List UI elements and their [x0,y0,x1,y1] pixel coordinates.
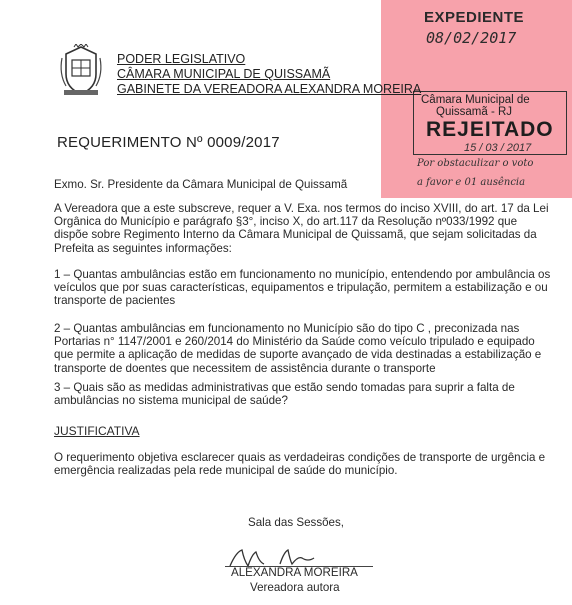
header-line-camara: CÂMARA MUNICIPAL DE QUISSAMÃ [117,67,331,81]
handwritten-note-line1: Por obstaculizar o voto [417,158,534,169]
greeting: Exmo. Sr. Presidente da Câmara Municipal de Quissamã [54,178,348,191]
header-line-gabinete: GABINETE DA VEREADORA ALEXANDRA MOREIRA [117,82,422,96]
closing-line: Sala das Sessões, [248,516,345,529]
rejection-stamp-date: 15 / 03 / 2017 [464,142,532,154]
header-line-poder-legislativo: PODER LEGISLATIVO [117,52,246,66]
rejection-stamp-line1: Câmara Municipal de [421,94,530,106]
signatory-role: Vereadora autora [250,581,340,594]
document-title: REQUERIMENTO Nº 0009/2017 [57,134,280,151]
expediente-date: 08/02/2017 [426,29,517,47]
rejection-stamp-line2: Quissamã - RJ [436,106,513,118]
justification-heading: JUSTIFICATIVA [54,424,140,438]
signatory-name: ALEXANDRA MOREIRA [231,566,358,579]
handwritten-note-line2: a favor e 01 ausência [417,177,526,188]
request-item-1: 1 – Quantas ambulâncias estão em funcionamento no município, entendendo por ambulância os veículos que por suas características, equipamentos e tripulação, permitem a estabilização e ou transporte de pacientes [54,268,551,308]
rejection-stamp-status: REJEITADO [426,118,554,141]
justification-text: O requerimento objetiva esclarecer quais as verdadeiras condições de transporte de urgência e emergência realizadas pela rede municipal de saúde do município. [54,451,546,478]
expediente-label: EXPEDIENTE [424,9,525,26]
request-item-2: 2 – Quantas ambulâncias em funcionamento no Município são do tipo C , preconizada nas Portarias n° 1147/2001 e 260/2014 do Ministério da Saúde como veículo tripulado e equipado que permite a aplicação de medidas de suporte avançado de vida destinadas a estabilização e transporte de doentes que necessitem de assistência durante o transporte [54,322,542,375]
municipal-crest-icon [58,44,104,98]
request-item-3: 3 – Quais são as medidas administrativas que estão sendo tomadas para suprir a falta de ambulâncias no sistema municipal de saúde? [54,381,515,408]
intro-paragraph: A Vereadora que a este subscreve, requer a V. Exa. nos termos do inciso XVIII, do art. 17 da Lei Orgânica do Município e parágrafo §3°, inciso X, do art.117 da Resolução nº033/1992 que dispõe sobre Regimento Interno da Câmara Municipal de Quissamã, que sejam solicitadas da Prefeita as seguintes informações: [54,202,549,255]
